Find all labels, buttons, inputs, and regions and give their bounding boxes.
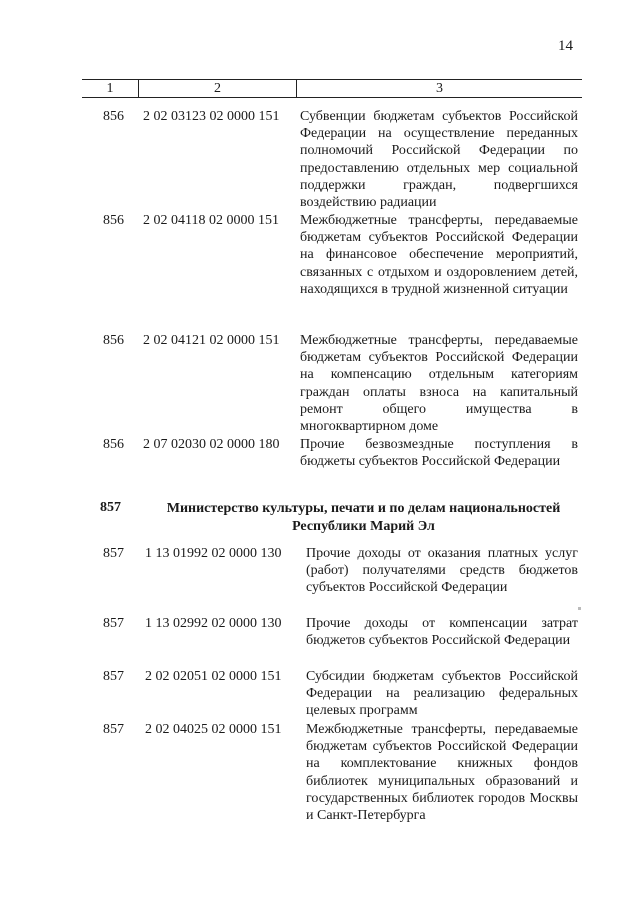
- admin-code: 857: [103, 722, 124, 737]
- budget-code: 2 02 02051 02 0000 151: [145, 669, 282, 684]
- admin-code: 856: [103, 109, 124, 124]
- scan-speck: [578, 607, 581, 610]
- admin-code: 857: [103, 546, 124, 561]
- budget-code: 2 02 04025 02 0000 151: [145, 722, 282, 737]
- admin-code: 856: [103, 213, 124, 228]
- header-col-2: 2: [139, 80, 297, 97]
- section-code: 857: [100, 500, 121, 515]
- admin-code: 857: [103, 669, 124, 684]
- budget-code: 2 02 04121 02 0000 151: [143, 333, 280, 348]
- income-description: Прочие доходы от оказания платных услуг (работ) получателями средств бюджетов субъектов Российской Федерации: [306, 546, 578, 596]
- budget-code: 1 13 01992 02 0000 130: [145, 546, 282, 561]
- table-header: [82, 79, 582, 98]
- income-description: Межбюджетные трансферты, передаваемые бюджетам субъектов Российской Федерации на финансовое обеспечение мероприятий, связанных с отдыхом и оздоровлением детей, находящихся в трудной жизненной ситуации: [300, 213, 578, 297]
- admin-code: 856: [103, 437, 124, 452]
- income-description: Межбюджетные трансферты, передаваемые бюджетам субъектов Российской Федерации на комплектование книжных фондов библиотек муниципальных образований и государственных библиотек городов Москвы и Санкт-Петербурга: [306, 722, 578, 824]
- budget-code: 2 07 02030 02 0000 180: [143, 437, 280, 452]
- admin-code: 856: [103, 333, 124, 348]
- income-description: Межбюджетные трансферты, передаваемые бюджетам субъектов Российской Федерации на компенсацию отдельным категориям граждан оплаты взноса на капитальный ремонт общего имущества в многоквартирном доме: [300, 333, 578, 435]
- income-description: Прочие доходы от компенсации затрат бюджетов субъектов Российской Федерации: [306, 616, 578, 649]
- page-number: 14: [558, 38, 573, 54]
- header-col-1: 1: [82, 80, 139, 97]
- income-description: Субвенции бюджетам субъектов Российской Федерации на осуществление переданных полномочий Российской Федерации по предоставлению отдельных мер социальной поддержки граждан, подвергшихся воздействию радиации: [300, 109, 578, 211]
- budget-code: 1 13 02992 02 0000 130: [145, 616, 282, 631]
- header-col-3: 3: [436, 81, 443, 96]
- section-title: Министерство культуры, печати и по делам национальностей Республики Марий Эл: [166, 501, 561, 534]
- income-description: Субсидии бюджетам субъектов Российской Федерации на реализацию федеральных целевых программ: [306, 669, 578, 719]
- income-description: Прочие безвозмездные поступления в бюджеты субъектов Российской Федерации: [300, 437, 578, 470]
- budget-code: 2 02 04118 02 0000 151: [143, 213, 279, 228]
- admin-code: 857: [103, 616, 124, 631]
- budget-code: 2 02 03123 02 0000 151: [143, 109, 280, 124]
